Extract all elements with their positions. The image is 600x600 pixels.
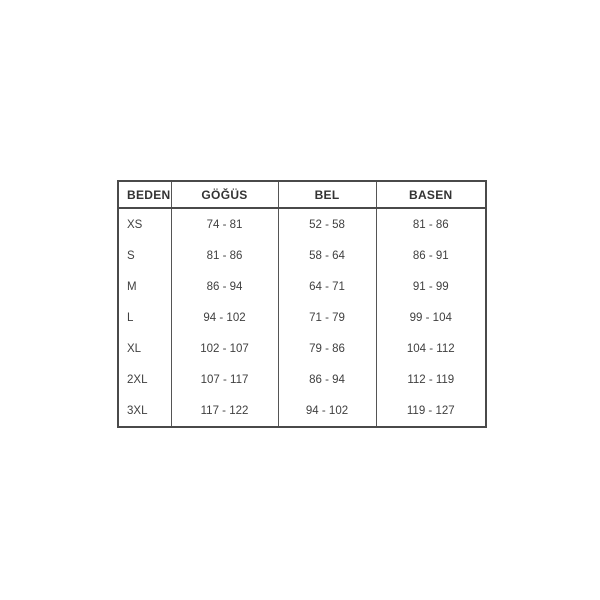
chest-range: 102 - 107 (171, 333, 278, 364)
table-row-xs (118, 208, 486, 240)
waist-range: 71 - 79 (278, 302, 376, 333)
chest-range: 107 - 117 (171, 364, 278, 395)
size-chart-table (117, 180, 487, 428)
hip-range: 112 - 119 (376, 364, 486, 395)
waist-range: 64 - 71 (278, 271, 376, 302)
column-header-bel: BEL (278, 181, 376, 208)
column-header-beden: BEDEN (118, 181, 171, 208)
table-row-3xl (118, 395, 486, 427)
hip-range: 104 - 112 (376, 333, 486, 364)
table-row-2xl (118, 364, 486, 395)
waist-range: 79 - 86 (278, 333, 376, 364)
hip-range: 99 - 104 (376, 302, 486, 333)
chest-range: 117 - 122 (171, 395, 278, 427)
table-row-m (118, 271, 486, 302)
table-row-s (118, 240, 486, 271)
chest-range: 94 - 102 (171, 302, 278, 333)
hip-range: 91 - 99 (376, 271, 486, 302)
table-row-xl (118, 333, 486, 364)
column-header-gogus: GÖĞÜS (171, 181, 278, 208)
chest-range: 74 - 81 (171, 208, 278, 240)
size-label: S (127, 249, 135, 262)
size-label: 3XL (127, 404, 148, 417)
size-label: M (127, 280, 137, 293)
table-row-l (118, 302, 486, 333)
waist-range: 86 - 94 (278, 364, 376, 395)
waist-range: 94 - 102 (278, 395, 376, 427)
size-label: XS (127, 218, 143, 231)
chest-range: 86 - 94 (171, 271, 278, 302)
hip-range: 119 - 127 (376, 395, 486, 427)
chest-range: 81 - 86 (171, 240, 278, 271)
size-label: XL (127, 342, 142, 355)
hip-range: 86 - 91 (376, 240, 486, 271)
waist-range: 52 - 58 (278, 208, 376, 240)
table-header-row (118, 181, 486, 208)
size-label: L (127, 311, 134, 324)
waist-range: 58 - 64 (278, 240, 376, 271)
hip-range: 81 - 86 (376, 208, 486, 240)
size-label: 2XL (127, 373, 148, 386)
column-header-basen: BASEN (376, 181, 486, 208)
